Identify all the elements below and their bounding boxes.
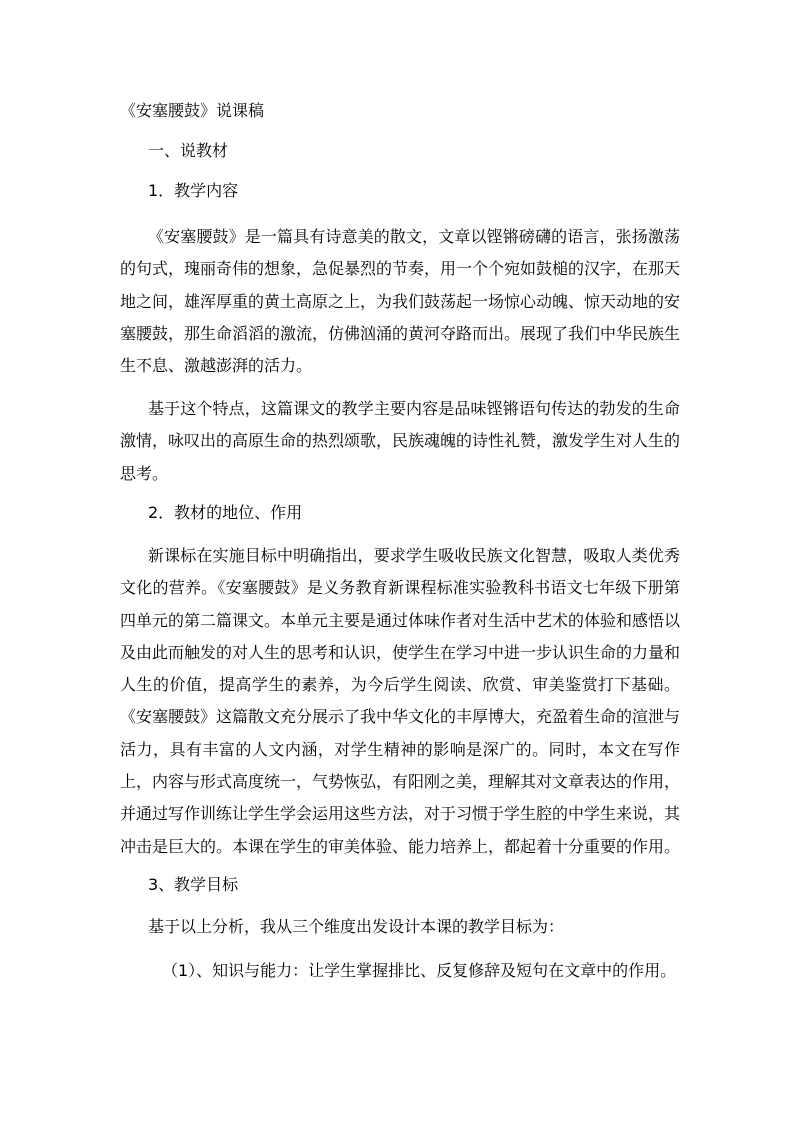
document-title: 《安塞腰鼓》说课稿 <box>120 101 265 120</box>
paragraph-position-role: 新课标在实施目标中明确指出，要求学生吸收民族文化智慧，吸取人类优秀文化的营养。《安塞腰鼓》是义务教育新课程标准实验教科书语文七年级下册第四单元的第二篇课文。本单元主要是通过体味作者对生活中艺术的体验和感悟以及由此而触发的对人生的思考和认识，使学生在学习中进一步认识生命的力量和人生的价值，提高学生的素养，为今后学生阅读、欣赏、审美鉴赏打下基础。《安塞腰鼓》这篇散文充分展示了我中华文化的丰厚博大，充盈着生命的渲泄与活力，具有丰富的人文内涵，对学生精神的影响是深广的。同时，本文在写作上，内容与形式高度统一，气势恢弘，有阳刚之美，理解其对文章表达的作用，并通过写作训练让学生学会运用这些方法，对于习惯于学生腔的中学生来说，其冲击是巨大的。本课在学生的审美体验、能力培养上，都起着十分重要的作用。 <box>120 546 681 856</box>
paragraph-content-description: 《安塞腰鼓》是一篇具有诗意美的散文，文章以铿锵磅礴的语言，张扬激荡的句式，瑰丽奇伟的想象，急促暴烈的节奏，用一个个宛如鼓槌的汉字，在那天地之间，雄浑厚重的黄土高原之上，为我们鼓荡起一场惊心动魄、惊天动地的安塞腰鼓，那生命滔滔的激流，仿佛汹涌的黄河夺路而出。展现了我们中华民族生生不息、激越澎湃的活力。 <box>120 227 681 376</box>
subheading-teaching-goals: 3、教学目标 <box>148 875 239 894</box>
paragraph-teaching-focus: 基于这个特点，这篇课文的教学主要内容是品味铿锵语句传达的勃发的生命激情，咏叹出的高原生命的热烈颂歌，民族魂魄的诗性礼赞，激发学生对人生的思考。 <box>120 399 681 483</box>
subheading-teaching-content: 1．教学内容 <box>148 181 239 200</box>
section-heading-teaching-material: 一、说教材 <box>148 141 229 160</box>
subheading-position-role: 2．教材的地位、作用 <box>148 503 303 522</box>
goal-item-knowledge-ability: （1）、知识与能力：让学生掌握排比、反复修辞及短句在文章中的作用。 <box>162 961 677 980</box>
paragraph-goals-intro: 基于以上分析，我从三个维度出发设计本课的教学目标为： <box>148 917 565 936</box>
